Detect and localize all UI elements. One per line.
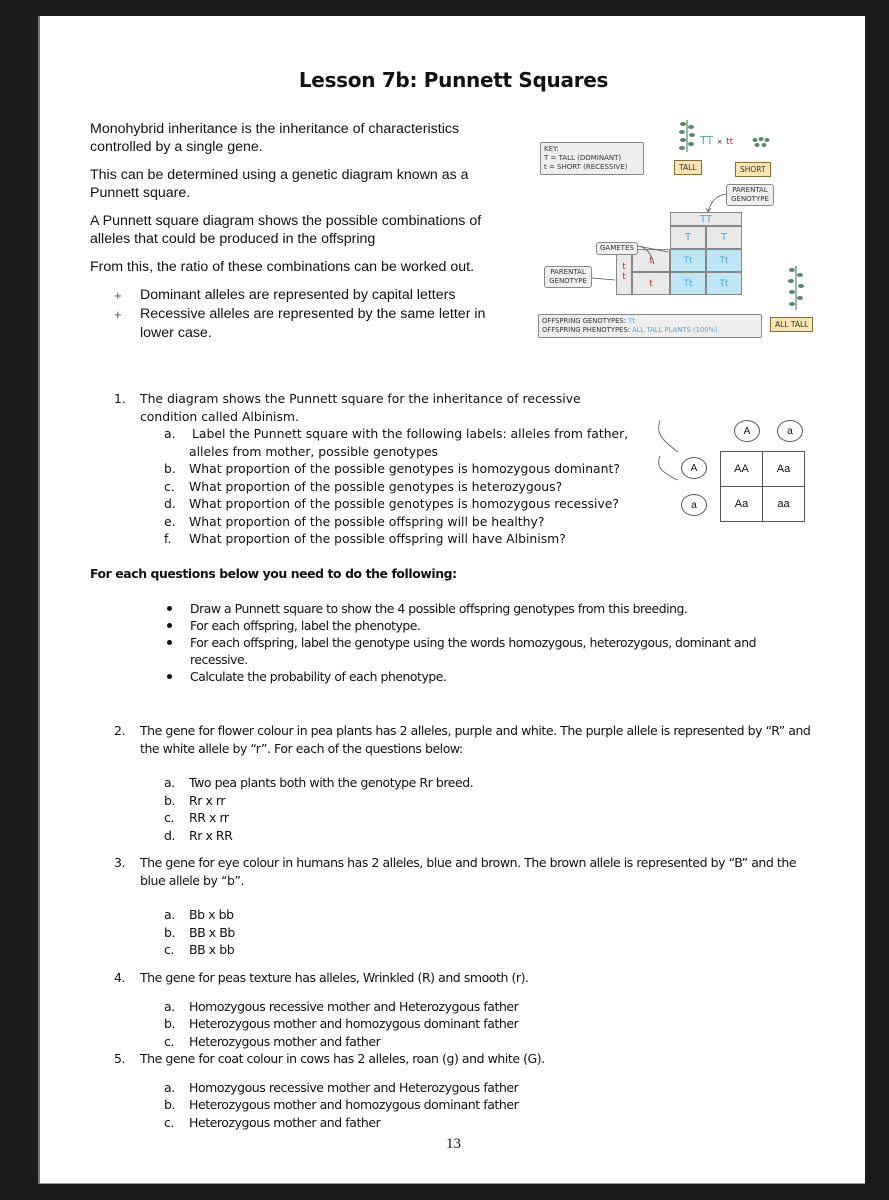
question-part: c. Heterozygous mother and father [164,1114,381,1130]
bullet-icon [167,674,172,679]
document-page [38,16,865,1184]
parental-genotype-left-label: PARENTAL GENOTYPE [544,266,592,288]
bullet-icon [167,623,172,628]
all-tall-label: ALL TALL [770,317,813,332]
top-allele: a [777,420,803,442]
intro-paragraph: This can be determined using a genetic diagram known as a Punnett square. [90,167,469,201]
top-gamete: T [706,226,742,249]
question-part: b. Heterozygous mother and homozygous dominant father [164,1097,519,1112]
question-part: d. What proportion of the possible genotypes is homozygous recessive? [164,496,620,511]
bullet-icon [167,640,172,645]
question-part: a. Homozygous recessive mother and Heterozygous father [164,998,519,1014]
question-part: f. What proportion of the possible offspring will have Albinism? [164,531,566,546]
question-part: c. What proportion of the possible genotypes is heterozygous? [164,478,563,494]
offspring-cell: Tt [706,249,742,272]
short-label: SHORT [735,162,771,177]
genotype-cell: Aa [720,486,763,522]
plus-icon: + [114,307,122,322]
question-part: e. What proportion of the possible offspring will be healthy? [164,513,545,529]
intro-bullet: + Recessive alleles are represented by the same letter in lower case. [114,306,486,341]
left-allele: a [681,494,707,516]
question-part: c. BB x bb [164,942,235,957]
short-plant-icon [752,136,770,148]
question-part: d. Rr x RR [164,827,233,843]
instructions-heading: For each questions below you need to do the following: [90,566,457,581]
tall-plant-icon [676,118,698,152]
intro-section [90,120,510,343]
bullet-icon [167,606,172,611]
arrow-icon [704,192,728,214]
page-title: Lesson 7b: Punnett Squares [298,68,609,92]
question-part: b. Rr x rr [164,792,226,808]
offspring-cell: Tt [670,249,706,272]
question-text: The diagram shows the Punnett square for the inheritance of recessive condition called Albinism. [140,391,581,424]
left-gamete: t [632,249,670,272]
intro-paragraph: From this, the ratio of these combinations can be worked out. [90,259,475,275]
question-part: b. Heterozygous mother and homozygous dominant father [164,1016,519,1031]
instruction-item: Draw a Punnett square to show the 4 possible offspring genotypes from this breeding. [165,600,815,617]
question-part: b. What proportion of the possible genotypes is homozygous dominant? [164,461,620,476]
question-1: 1. The diagram shows the Punnett square for the inheritance of recessive condition called Albinism. a. Label the Punnett square with the following labels: alleles from father, alleles from mother, possible genotypes b. What proportion of the possible genotypes is homozygous dominant? c. What proportion of the possible genotypes is heterozygous? d. What proportion of the possible genotypes is homozygous recessive? e. What proportion of the possible offspring will be healthy? f. What proportion of the possible offspring will have Albinism? [114,390,634,548]
offspring-cell: Tt [706,272,742,295]
question-text: The gene for peas texture has alleles, Wrinkled (R) and smooth (r). [140,970,529,985]
question-2: 2. The gene for flower colour in pea plants has 2 alleles, purple and white. The purple allele is represented by “R” and the white allele by “r”. For each of the questions below: a. Two pea plants both with the genotype Rr breed. b. Rr x rr c. RR x rr d. Rr x RR [114,722,824,844]
intro-bullet: + Dominant alleles are represented by capital letters [114,287,456,303]
top-gamete: T [670,226,706,249]
arrow-icon [636,242,672,266]
instructions-list [165,600,815,685]
question-part: a. Bb x bb [164,907,234,922]
left-allele: A [681,457,707,479]
question-part: a. Two pea plants both with the genotype Rr breed. [164,775,474,790]
question-text: The gene for eye colour in humans has 2 alleles, blue and brown. The brown allele is represented by “B” and the blue allele by “b”. [140,855,797,888]
question-text: The gene for coat colour in cows has 2 alleles, roan (g) and white (G). [140,1051,545,1066]
intro-paragraph: Monohybrid inheritance is the inheritance of characteristics controlled by a single gene. [90,121,460,155]
question-part: a. Homozygous recessive mother and Heterozygous father [164,1079,519,1095]
offspring-cell: Tt [670,272,706,295]
page-number: 13 [446,1136,461,1152]
plus-icon: + [114,288,122,303]
gametes-label: GAMETES [596,242,638,255]
arrow-icon [591,272,617,286]
parent-cross: TT × tt [700,134,734,147]
question-part: c. RR x rr [164,810,229,825]
left-parent-genotype: t t [616,249,632,295]
question-part: a. Label the Punnett square with the following labels: alleles from father, alleles from mother, possible genotypes [164,426,629,459]
question-part: c. Heterozygous mother and father [164,1033,381,1049]
instruction-item: For each offspring, label the genotype using the words homozygous, heterozygous, dominant and recessive. [165,634,815,668]
genotype-cell: aa [762,486,805,522]
offspring-summary: OFFSPRING GENOTYPES: Tt OFFSPRING PHENOTYPES: ALL TALL PLANTS (100%) [538,314,762,338]
intro-bullet-list [114,286,510,343]
top-parent-genotype: TT [670,212,742,226]
top-allele: A [734,420,760,442]
bracket-squiggle-icon [654,418,684,488]
question-4: 4. The gene for peas texture has alleles, Wrinkled (R) and smooth (r). a. Homozygous recessive mother and Heterozygous father b. Heterozygous mother and homozygous dominant father c. Heterozygous mother and father [114,969,804,1050]
parental-genotype-top-label: PARENTAL GENOTYPE [726,184,774,206]
instruction-item: For each offspring, label the phenotype. [165,617,815,634]
albinism-punnett-square [650,396,830,526]
question-text: The gene for flower colour in pea plants has 2 alleles, purple and white. The purple allele is represented by “R” and the white allele by “r”. For each of the questions below: [140,723,811,756]
left-gamete: t [632,272,670,295]
question-5: 5. The gene for coat colour in cows has 2 alleles, roan (g) and white (G). a. Homozygous recessive mother and Heterozygous father b. Heterozygous mother and homozygous dominant father c. Heterozygous mother and father [114,1050,804,1131]
tall-label: TALL [674,160,702,175]
question-3: 3. The gene for eye colour in humans has 2 alleles, blue and brown. The brown allele is represented by “B” and the blue allele by “b”. a. Bb x bb b. BB x Bb c. BB x bb [114,854,804,959]
genotype-cell: AA [720,451,763,487]
punnett-example-diagram [534,116,834,346]
tall-plant-icon [786,264,806,310]
intro-paragraph: A Punnett square diagram shows the possible combinations of alleles that could be produced in the offspring [90,213,482,247]
key-box: KEY: T = TALL (DOMINANT) t = SHORT (RECESSIVE) [540,142,644,175]
genotype-cell: Aa [762,451,805,487]
instruction-item: Calculate the probability of each phenotype. [165,668,815,685]
question-part: b. BB x Bb [164,924,235,940]
